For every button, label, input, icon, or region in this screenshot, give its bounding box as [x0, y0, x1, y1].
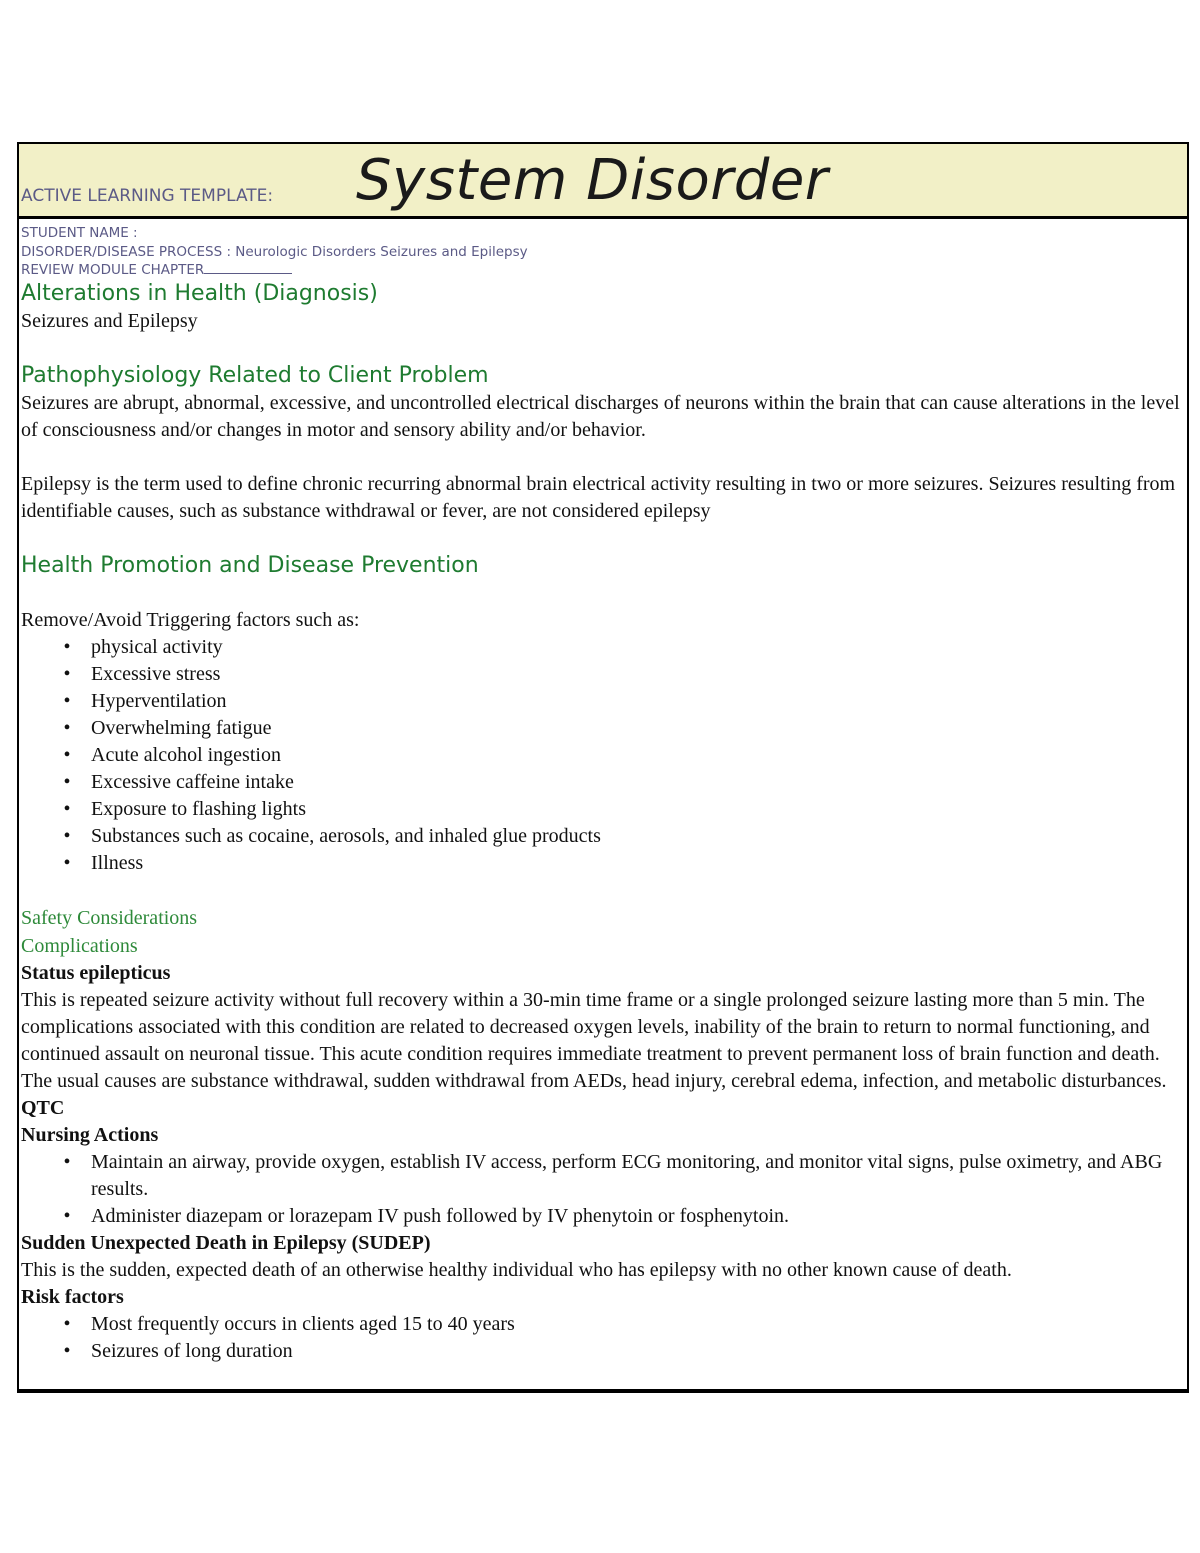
spacer [21, 877, 1187, 904]
template-content [19, 219, 1187, 1365]
bullet-icon: • [63, 1339, 71, 1362]
list-item [21, 796, 1187, 823]
spacer [21, 525, 1187, 552]
nursing-actions-heading: Nursing Actions [21, 1123, 159, 1146]
list-item-text: Acute alcohol ingestion [91, 743, 281, 766]
spacer [21, 444, 1187, 471]
list-item-text: Excessive stress [91, 662, 221, 685]
list-item [21, 661, 1187, 688]
list-item-text: Overwhelming fatigue [91, 716, 272, 739]
list-item-text: Maintain an airway, provide oxygen, establish IV access, perform ECG monitoring, and monitor vital signs, pulse oximetry, and ABG results. [91, 1150, 1163, 1200]
pathophysiology-heading: Pathophysiology Related to Client Problem [21, 362, 489, 388]
template-header [19, 144, 1187, 219]
template-label: ACTIVE LEARNING TEMPLATE: [21, 186, 274, 206]
status-epilepticus-para-1: This is repeated seizure activity without full recovery within a 30-min time frame or a single prolonged seizure lasting more than 5 min. The complications associated with this condition are related to decreased oxygen levels, inability of the brain to return to normal functioning, and continued assault on neuronal tissue. This acute condition requires immediate treatment to prevent permanent loss of brain function and death. [21, 988, 1160, 1065]
spacer [21, 335, 1187, 362]
pathophysiology-para-1: Seizures are abrupt, abnormal, excessive, and uncontrolled electrical discharges of neurons within the brain that can cause alterations in the level of consciousness and/or changes in motor and sensory ability and/or behavior. [21, 391, 1180, 441]
list-item [21, 850, 1187, 877]
spacer [21, 580, 1187, 607]
list-item [21, 769, 1187, 796]
bullet-icon: • [63, 635, 71, 658]
list-item [21, 688, 1187, 715]
alterations-heading: Alterations in Health (Diagnosis) [21, 280, 378, 306]
bullet-icon: • [63, 824, 71, 847]
list-item [21, 823, 1187, 850]
risk-factors-heading: Risk factors [21, 1285, 124, 1308]
bullet-icon: • [63, 662, 71, 685]
list-item-text: Illness [91, 851, 144, 874]
list-item [21, 742, 1187, 769]
health-promotion-heading: Health Promotion and Disease Prevention [21, 552, 479, 578]
review-module-blank [204, 261, 292, 274]
list-item [21, 634, 1187, 661]
safety-heading: Safety Considerations [21, 906, 198, 929]
list-item-text: Hyperventilation [91, 689, 227, 712]
status-epilepticus-heading: Status epilepticus [21, 961, 171, 984]
review-module-field [21, 261, 1187, 280]
status-causes-bold: QTC [21, 1096, 65, 1119]
list-item [21, 1203, 1187, 1230]
list-item [21, 1338, 1187, 1365]
review-module-label: REVIEW MODULE CHAPTER [21, 262, 205, 278]
nursing-actions-list [21, 1149, 1187, 1230]
complications-heading: Complications [21, 934, 138, 957]
template-title: System Disorder [356, 148, 829, 213]
list-item-text: Seizures of long duration [91, 1339, 293, 1362]
list-item-text: Exposure to flashing lights [91, 797, 306, 820]
bullet-icon: • [63, 797, 71, 820]
bullet-icon: • [63, 851, 71, 874]
student-name-field: STUDENT NAME : [21, 225, 138, 241]
alterations-text: Seizures and Epilepsy [21, 309, 198, 332]
bullet-icon: • [63, 716, 71, 739]
list-item [21, 1311, 1187, 1338]
pathophysiology-para-2: Epilepsy is the term used to define chronic recurring abnormal brain electrical activity resulting in two or more seizures. Seizures resulting from identifiable causes, such as substance withdrawal or fever, are not considered epilepsy [21, 472, 1176, 522]
bullet-icon: • [63, 743, 71, 766]
list-item-text: Substances such as cocaine, aerosols, and inhaled glue products [91, 824, 601, 847]
bullet-icon: • [63, 770, 71, 793]
bullet-icon: • [63, 1150, 71, 1173]
template-frame [17, 142, 1189, 1393]
list-item-text: Most frequently occurs in clients aged 15 to 40 years [91, 1312, 515, 1335]
risk-factors-list [21, 1311, 1187, 1365]
bullet-icon: • [63, 1312, 71, 1335]
triggers-intro: Remove/Avoid Triggering factors such as: [21, 608, 360, 631]
list-item [21, 715, 1187, 742]
list-item [21, 1149, 1187, 1203]
trigger-list [21, 634, 1187, 877]
disorder-field: DISORDER/DISEASE PROCESS : Neurologic Disorders Seizures and Epilepsy [21, 243, 528, 260]
sudep-heading: Sudden Unexpected Death in Epilepsy (SUDEP) [21, 1231, 431, 1254]
list-item-text: physical activity [91, 635, 223, 658]
list-item-text: Excessive caffeine intake [91, 770, 294, 793]
list-item-text: Administer diazepam or lorazepam IV push followed by IV phenytoin or fosphenytoin. [91, 1204, 789, 1227]
sudep-text: This is the sudden, expected death of an otherwise healthy individual who has epilepsy with no other known cause of death. [21, 1258, 1012, 1281]
status-causes-text: The usual causes are substance withdrawal, sudden withdrawal from AEDs, head injury, cerebral edema, infection, and metabolic disturbances. [21, 1069, 1167, 1092]
bullet-icon: • [63, 1204, 71, 1227]
bullet-icon: • [63, 689, 71, 712]
status-epilepticus-para-2 [21, 1068, 1187, 1122]
